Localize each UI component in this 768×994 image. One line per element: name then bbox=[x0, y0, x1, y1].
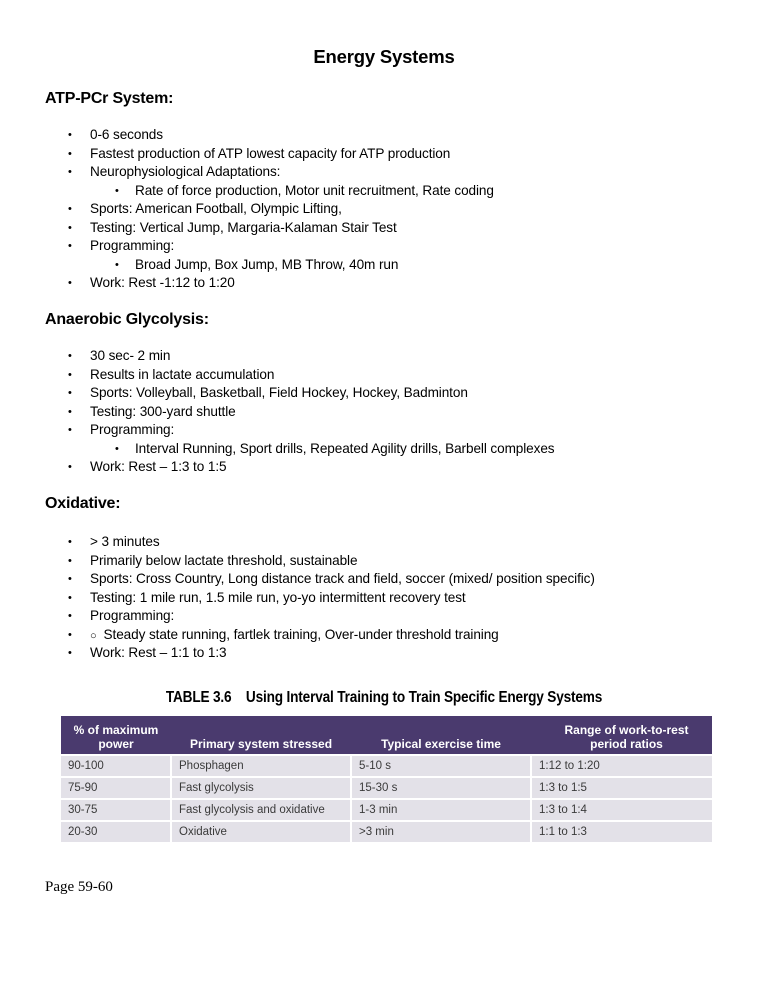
column-header-system: Primary system stressed bbox=[171, 716, 351, 755]
table-cell: 1:3 to 1:4 bbox=[531, 799, 712, 821]
bullet-icon: • bbox=[68, 573, 72, 585]
table-row bbox=[61, 755, 712, 777]
bullet-icon: • bbox=[68, 387, 72, 399]
table-cell: 75-90 bbox=[61, 777, 171, 799]
table-cell: Fast glycolysis and oxidative bbox=[171, 799, 351, 821]
bullet-icon: • bbox=[68, 647, 72, 659]
table-cell: 5-10 s bbox=[351, 755, 531, 777]
bullet-icon: • bbox=[68, 368, 72, 381]
table-header-row bbox=[61, 716, 712, 755]
bullet-icon: • bbox=[115, 442, 119, 455]
table-cell: 1:12 to 1:20 bbox=[531, 755, 712, 777]
page-number-footer: Page 59-60 bbox=[45, 879, 113, 895]
page-title: Energy Systems bbox=[313, 46, 455, 67]
bullet-icon: • bbox=[68, 628, 72, 641]
bullet-icon: • bbox=[68, 536, 72, 548]
column-header-exercise-time: Typical exercise time bbox=[351, 716, 531, 755]
bullet-icon: • bbox=[68, 129, 72, 141]
table-cell: >3 min bbox=[351, 821, 531, 842]
table-cell: 1:1 to 1:3 bbox=[531, 821, 712, 842]
bullet-icon: • bbox=[68, 350, 72, 362]
table-cell: Phosphagen bbox=[171, 755, 351, 777]
column-header-work-rest: Range of work-to-rest period ratios bbox=[531, 716, 712, 755]
table-cell: 1-3 min bbox=[351, 799, 531, 821]
bullet-icon: • bbox=[68, 610, 72, 622]
section-heading-anaerobic-glycolysis: Anaerobic Glycolysis: bbox=[45, 311, 209, 328]
table-cell: 15-30 s bbox=[351, 777, 531, 799]
bullet-icon: • bbox=[68, 221, 72, 234]
section-heading-oxidative: Oxidative: bbox=[45, 495, 121, 512]
section-heading-atp-pcr: ATP-PCr System: bbox=[45, 90, 174, 107]
table-row bbox=[61, 799, 712, 821]
bullet-icon: • bbox=[68, 277, 72, 289]
table-caption: TABLE 3.6 Using Interval Training to Train Specific Energy Systems bbox=[165, 689, 603, 706]
bullet-icon: • bbox=[68, 424, 72, 436]
table-row bbox=[61, 821, 712, 842]
bullet-icon: • bbox=[68, 554, 72, 567]
bullet-icon: • bbox=[68, 203, 72, 215]
table-cell: Oxidative bbox=[171, 821, 351, 842]
table-cell: 20-30 bbox=[61, 821, 171, 842]
column-header-max-power: % of maximum power bbox=[61, 716, 171, 755]
table-cell: Fast glycolysis bbox=[171, 777, 351, 799]
bullet-icon: • bbox=[115, 184, 119, 197]
interval-training-table bbox=[61, 716, 712, 842]
table-cell: 1:3 to 1:5 bbox=[531, 777, 712, 799]
table-cell: 90-100 bbox=[61, 755, 171, 777]
bullet-icon: • bbox=[68, 147, 72, 160]
table-row bbox=[61, 777, 712, 799]
hollow-circle-bullet-icon: ○ bbox=[90, 629, 97, 642]
bullet-icon: • bbox=[68, 405, 72, 418]
bullet-icon: • bbox=[68, 240, 72, 252]
bullet-icon: • bbox=[115, 258, 119, 271]
table-cell: 30-75 bbox=[61, 799, 171, 821]
bullet-icon: • bbox=[68, 591, 72, 604]
bullet-icon: • bbox=[68, 166, 72, 178]
bullet-icon: • bbox=[68, 461, 72, 473]
